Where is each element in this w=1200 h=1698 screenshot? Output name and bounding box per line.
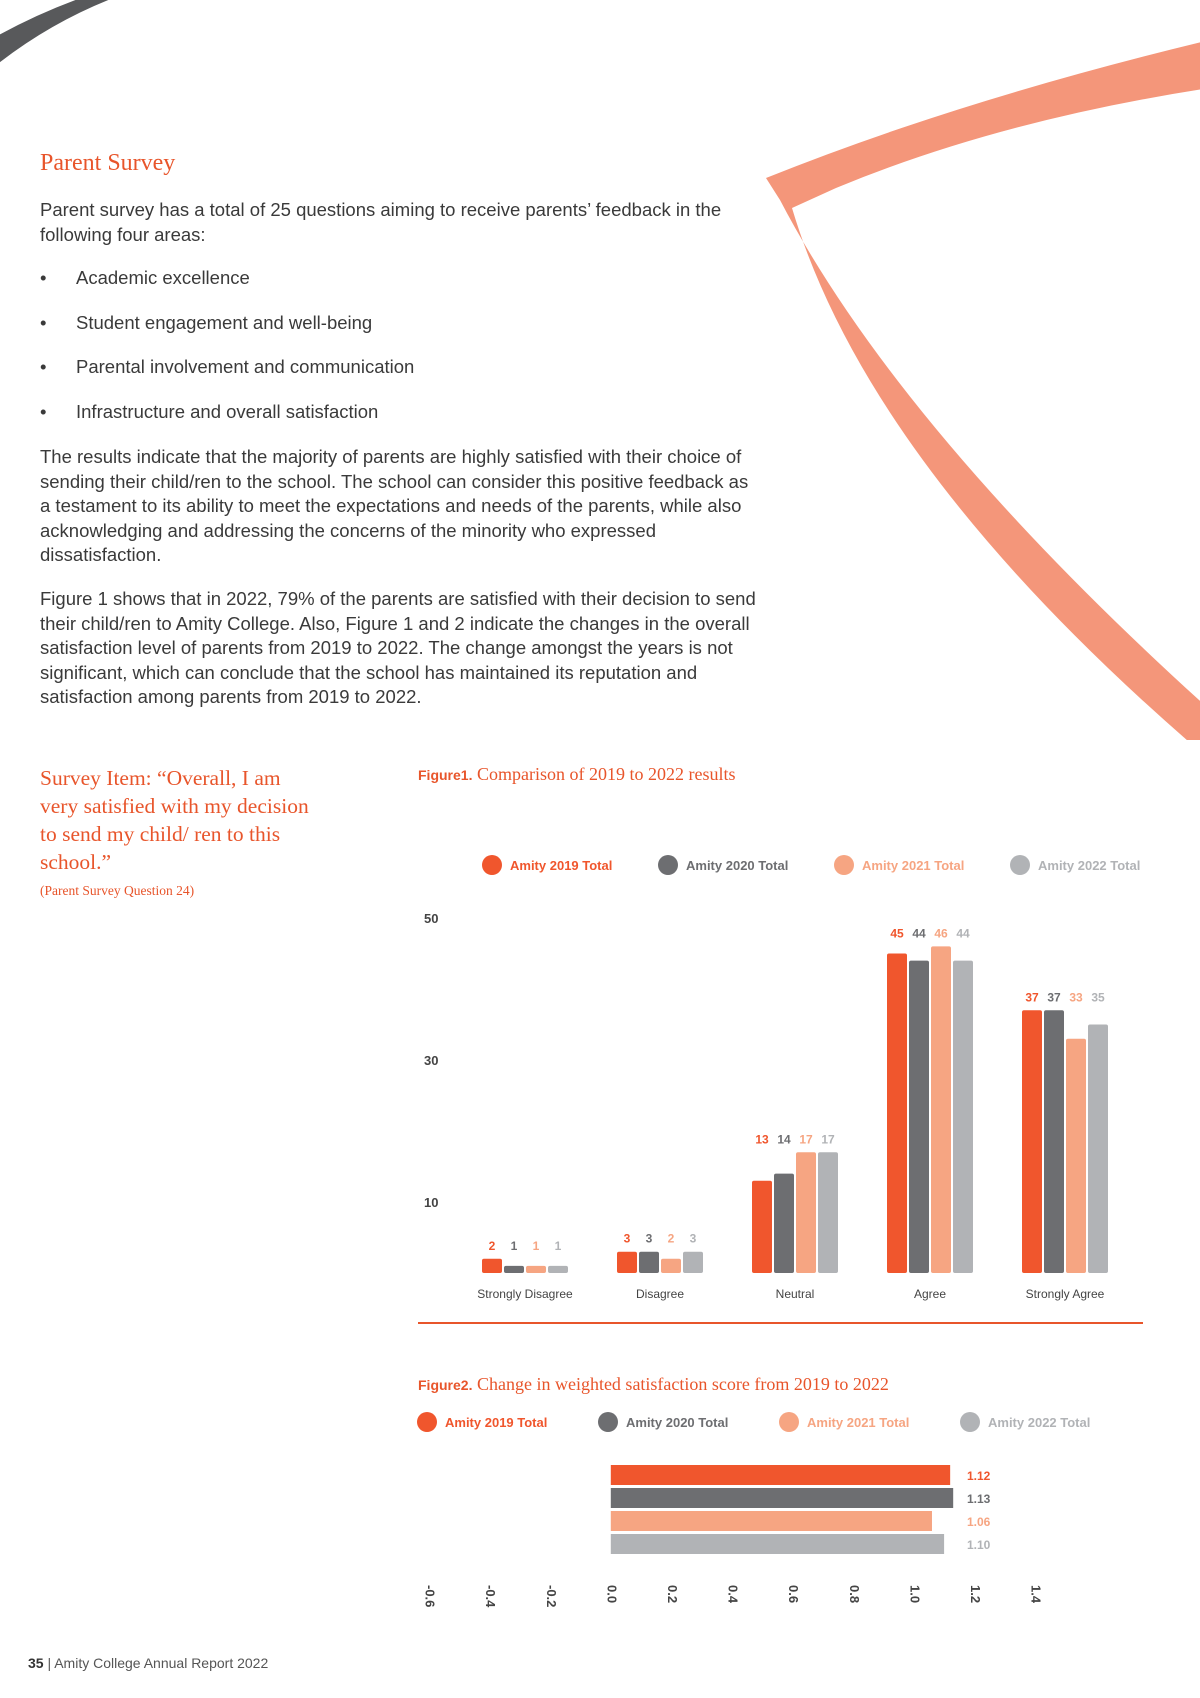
x-tick-label: Disagree [635,1287,685,1301]
data-label: 45 [890,926,904,941]
figure2-label: Figure2. [418,1377,473,1393]
bullet-icon: • [40,267,47,288]
bar [504,1266,524,1273]
data-label: 33 [1069,990,1083,1005]
y-tick-label: 30 [424,1053,439,1068]
bar [909,961,929,1273]
figure-summary-paragraph: Figure 1 shows that in 2022, 79% of the parents are satisfied with their decision to send their child/ren to Amity College. Also, Figure 1 and 2 indicate the changes in the overall satisfaction level of parents from 2019 to 2022. The change amongst the years is not significant, which can conclude that the school has maintained its reputation and satisfaction among parents from 2019 to 2022. [40,588,756,707]
bar [1022,1010,1042,1273]
x-tick-label: 0.2 [664,1585,680,1604]
data-label: 2 [488,1238,496,1253]
bar [1066,1039,1086,1273]
list-item: • Academic excellence [40,267,250,288]
bar [774,1174,794,1273]
legend-label: Amity 2022 Total [1038,858,1141,873]
x-tick-label: 1.4 [1028,1585,1044,1604]
bullet-icon: • [40,311,47,333]
footer-text: | Amity College Annual Report 2022 [47,1655,269,1671]
intro-paragraph: Parent survey has a total of 25 questions aiming to receive parents’ feedback in the following four areas: [40,199,722,245]
legend-label: Amity 2021 Total [862,858,965,873]
data-label: 35 [1091,990,1105,1005]
bar [931,946,951,1273]
data-label: 1 [510,1238,518,1253]
bar [611,1534,944,1554]
data-label: 2 [667,1231,675,1246]
bar [818,1152,838,1273]
bar [752,1181,772,1273]
bar [887,954,907,1274]
legend-label: Amity 2022 Total [988,1415,1091,1430]
results-paragraph: The results indicate that the majority of parents are highly satisfied with their choice of sending their child/ren to the school. The school can consider this positive feedback as a testament to its ability to meet the expectations and needs of the parents, while also acknowledging and addressing the concerns of the minority who expressed dissatisfaction. [40,446,749,565]
data-label: 37 [1047,990,1061,1005]
data-label: 13 [755,1132,769,1147]
data-label: 1.10 [967,1538,991,1552]
bar [639,1252,659,1273]
data-label: 1 [532,1238,540,1253]
x-tick-label: 0.8 [846,1585,862,1604]
x-tick-label: 0.6 [786,1585,802,1604]
legend-swatch [960,1412,980,1432]
bar [548,1266,568,1273]
bar [661,1259,681,1273]
data-label: 3 [645,1231,653,1246]
legend-swatch [417,1412,437,1432]
bar [611,1465,950,1485]
figure2-caption: Change in weighted satisfaction score from 2019 to 2022 [476,1374,889,1394]
legend-swatch [598,1412,618,1432]
bar [1088,1025,1108,1274]
x-tick-label: Neutral [775,1287,815,1301]
data-label: 46 [934,926,948,941]
data-label: 3 [623,1231,631,1246]
legend-swatch [658,855,678,875]
legend-label: Amity 2021 Total [807,1415,910,1430]
x-tick-label: 0.4 [725,1585,741,1604]
legend-label: Amity 2020 Total [626,1415,729,1430]
x-tick-label: -0.4 [483,1585,499,1608]
legend-swatch [1010,855,1030,875]
page-footer [28,1655,268,1671]
data-label: 1.12 [967,1469,991,1483]
data-label: 1.13 [967,1492,991,1506]
x-tick-label: Strongly Agree [1025,1287,1105,1301]
data-label: 3 [689,1231,697,1246]
data-label: 1.06 [967,1515,991,1529]
bar [953,961,973,1273]
data-label: 17 [821,1132,835,1147]
page-number: 35 [28,1655,44,1671]
data-label: 17 [799,1132,813,1147]
bar [611,1488,953,1508]
page-title: Parent Survey [40,150,176,176]
bar [796,1152,816,1273]
bullet-icon: • [40,401,47,423]
legend-swatch [482,855,502,875]
bar [611,1511,932,1531]
x-tick-label: 0.0 [604,1585,620,1604]
legend-label: Amity 2019 Total [445,1415,548,1430]
bar [526,1266,546,1273]
x-tick-label: -0.2 [543,1585,559,1608]
bar [683,1252,703,1273]
bar [617,1252,637,1273]
legend-swatch [779,1412,799,1432]
figure1-label: Figure1. [418,767,473,783]
x-tick-label: Agree [913,1287,947,1301]
legend-label: Amity 2019 Total [510,858,613,873]
list-item: • Infrastructure and overall satisfaction [40,401,379,423]
x-tick-label: -0.6 [422,1585,438,1608]
list-item: • Parental involvement and communication [40,356,415,378]
figure2-title [418,1374,889,1395]
y-tick-label: 10 [424,1195,439,1210]
bar [1044,1010,1064,1273]
data-label: 1 [554,1238,562,1253]
list-item: • Student engagement and well-being [40,311,373,333]
data-label: 44 [956,926,970,941]
x-tick-label: 1.0 [907,1585,923,1604]
survey-item-quote: Survey Item: “Overall, I am very satisfied with my decision to send my child/ ren to this school.” [40,766,309,874]
x-tick-label: Strongly Disagree [477,1287,573,1301]
figure1-caption: Comparison of 2019 to 2022 results [476,764,736,784]
x-tick-label: 1.2 [967,1585,983,1604]
bar [482,1259,502,1273]
y-tick-label: 50 [424,911,439,926]
survey-item-source: (Parent Survey Question 24) [40,883,195,898]
legend-swatch [834,855,854,875]
bullet-icon: • [40,356,47,378]
data-label: 44 [912,926,926,941]
data-label: 37 [1025,990,1039,1005]
legend-label: Amity 2020 Total [686,858,789,873]
data-label: 14 [777,1132,791,1147]
